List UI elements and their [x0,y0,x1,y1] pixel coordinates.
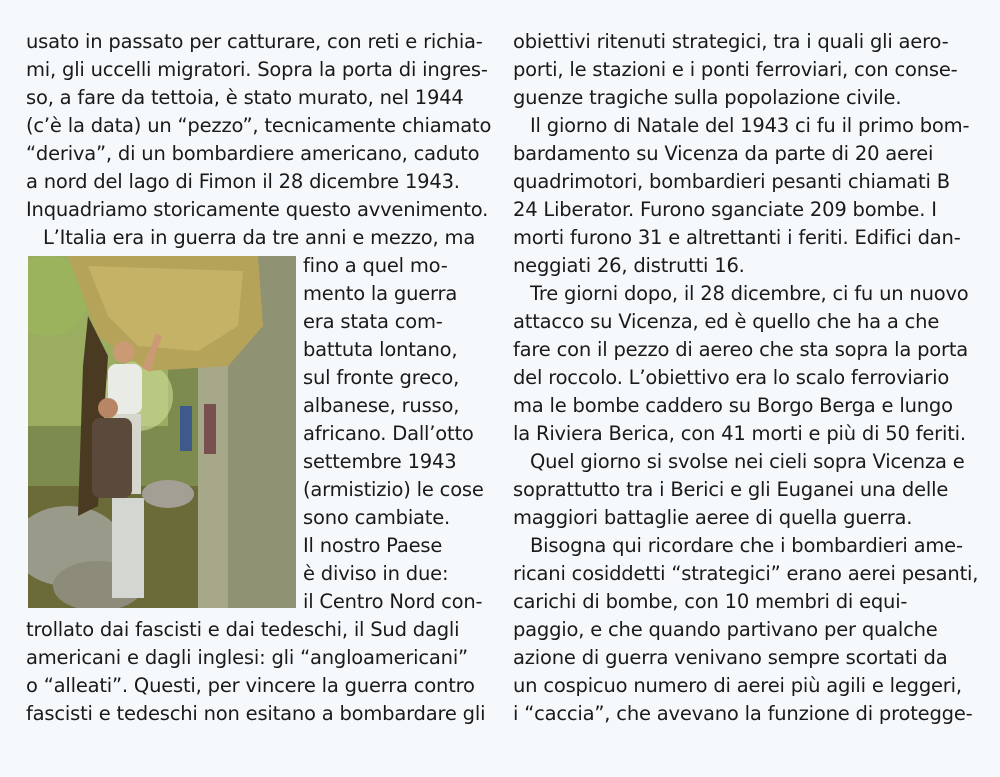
text-line: 24 Liberator. Furono sganciate 209 bombe. I [513,198,937,221]
paragraph-start-line: Quel giorno si svolse nei cieli sopra Vicenza e [530,450,965,473]
paragraph-start-line: Il giorno di Natale del 1943 ci fu il primo bom- [530,114,970,137]
text-line: sono cambiate. [303,506,451,529]
text-line: porti, le stazioni e i ponti ferroviari, con conse- [513,58,958,81]
text-line: a nord del lago di Fimon il 28 dicembre 1943. [26,170,460,193]
text-line: mi, gli uccelli migratori. Sopra la porta di ingres- [26,58,488,81]
text-line: quadrimotori, bombardieri pesanti chiamati B [513,170,950,193]
text-line: albanese, russo, [303,394,460,417]
text-line: settembre 1943 [303,450,457,473]
text-line: “deriva”, di un bombardiere americano, caduto [26,142,480,165]
text-line: sul fronte greco, [303,366,460,389]
text-line: (c’è la data) un “pezzo”, tecnicamente chiamato [26,114,492,137]
text-line: so, a fare da tettoia, è stato murato, nel 1944 [26,86,464,109]
text-line: paggio, e che quando partivano per qualche [513,618,938,641]
text-line: attacco su Vicenza, ed è quello che ha a che [513,310,940,333]
text-line: un cospicuo numero di aerei più agili e leggeri, [513,674,962,697]
text-line: mento la guerra [303,282,458,305]
text-line: fino a quel mo- [303,254,448,277]
text-line: carichi di bombe, con 10 membri di equi- [513,590,908,613]
paragraph-start-line: L’Italia era in guerra da tre anni e mezzo, ma [43,226,476,249]
text-line: (armistizio) le cose [303,478,484,501]
photo-illustration [28,256,296,608]
text-line: fascisti e tedeschi non esitano a bombardare gli [26,702,486,725]
paragraph-start-line: Tre giorni dopo, il 28 dicembre, ci fu un nuovo [530,282,969,305]
text-line: il Centro Nord con- [303,590,483,613]
text-line: morti furono 31 e altrettanti i feriti. Edifici dan- [513,226,961,249]
text-line: è diviso in due: [303,562,449,585]
text-line: ricani cosiddetti “strategici” erano aerei pesanti, [513,562,979,585]
text-line: maggiori battaglie aeree di quella guerra. [513,506,913,529]
text-line: era stata com- [303,310,443,333]
article-photo [28,256,296,608]
text-line: guenze tragiche sulla popolazione civile. [513,86,902,109]
text-line: bardamento su Vicenza da parte di 20 aerei [513,142,934,165]
text-line: azione di guerra venivano sempre scortati da [513,646,948,669]
text-line: i “caccia”, che avevano la funzione di protegge- [513,702,973,725]
text-line: trollato dai fascisti e dai tedeschi, il Sud dagli [26,618,460,641]
text-line: Inquadriamo storicamente questo avvenimento. [26,198,489,221]
text-line: del roccolo. L’obiettivo era lo scalo ferroviario [513,366,950,389]
text-line: o “alleati”. Questi, per vincere la guerra contro [26,674,475,697]
text-line: africano. Dall’otto [303,422,474,445]
text-line: obiettivi ritenuti strategici, tra i quali gli aero- [513,30,949,53]
text-line: neggiati 26, distrutti 16. [513,254,745,277]
text-line: usato in passato per catturare, con reti e richia- [26,30,483,53]
text-line: soprattutto tra i Berici e gli Euganei una delle [513,478,949,501]
text-line: fare con il pezzo di aereo che sta sopra la porta [513,338,969,361]
text-line: battuta lontano, [303,338,458,361]
paragraph-start-line: Bisogna qui ricordare che i bombardieri ame- [530,534,963,557]
text-line: Il nostro Paese [303,534,443,557]
text-line: ma le bombe caddero su Borgo Berga e lungo [513,394,953,417]
text-line: la Riviera Berica, con 41 morti e più di 50 feriti. [513,422,966,445]
text-line: americani e dagli inglesi: gli “angloamericani” [26,646,468,669]
